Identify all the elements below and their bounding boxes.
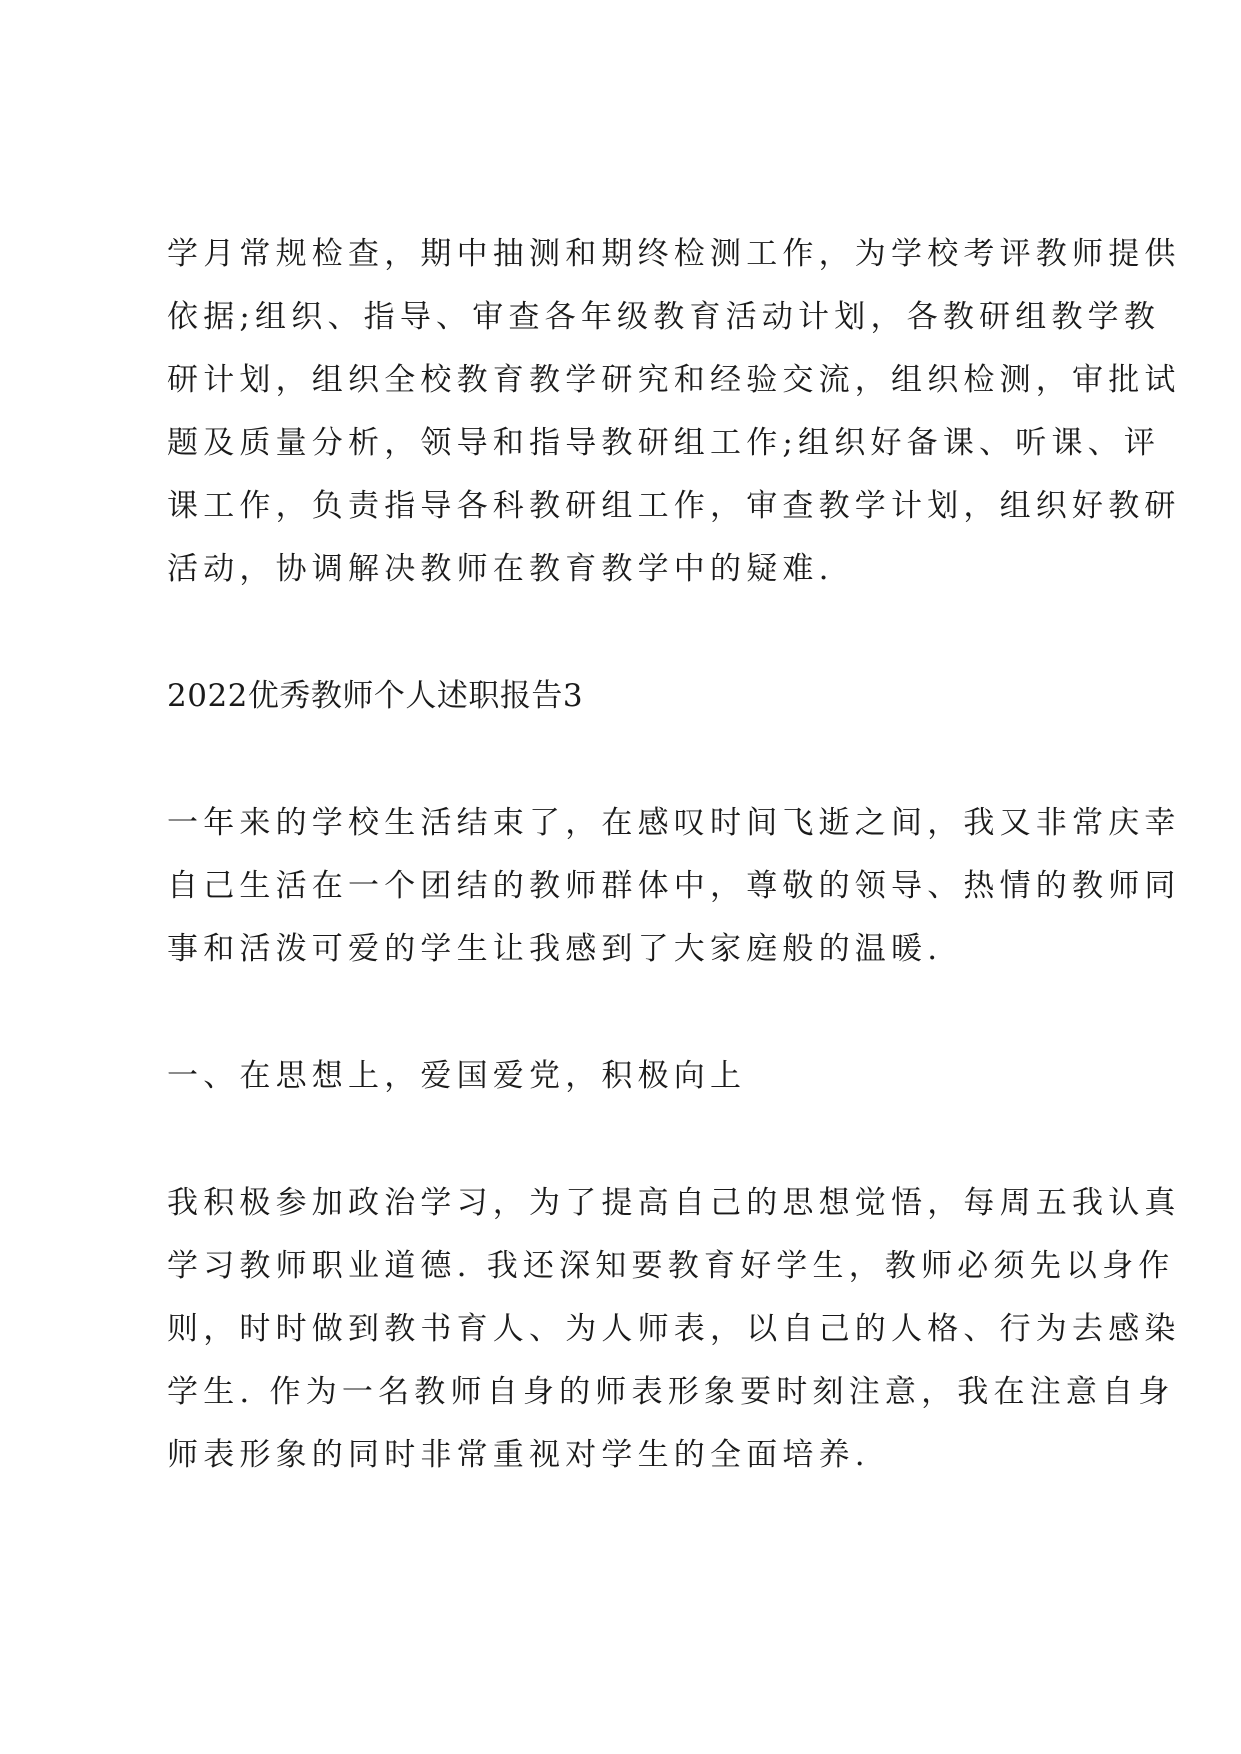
text-line: 我积极参加政治学习，为了提高自己的思想觉悟，每周五我认真 (167, 1185, 1181, 1221)
text-line: 课工作，负责指导各科教研组工作，审查教学计划，组织好教研 (167, 488, 1181, 524)
text-line: 学月常规检查，期中抽测和期终检测工作，为学校考评教师提供 (167, 236, 1181, 272)
text-line: 学习教师职业道德. 我还深知要教育好学生，教师必须先以身作 (167, 1248, 1175, 1284)
text-line: 研计划，组织全校教育教学研究和经验交流，组织检测，审批试 (167, 362, 1181, 398)
heading-line: 2022优秀教师个人述职报告3 (167, 678, 584, 714)
section-heading-ideology (167, 1045, 1097, 1108)
section-title-report-3 (167, 665, 1097, 728)
text-line: 自己生活在一个团结的教师群体中，尊敬的领导、热情的教师同 (167, 868, 1181, 904)
paragraph-intro (167, 792, 1181, 981)
text-line: 则，时时做到教书育人、为人师表，以自己的人格、行为去感染 (167, 1311, 1181, 1347)
text-line: 事和活泼可爱的学生让我感到了大家庭般的温暖. (167, 931, 943, 967)
text-line: 活动，协调解决教师在教育教学中的疑难. (167, 551, 834, 587)
paragraph-ideology (167, 1172, 1181, 1487)
text-line: 学生. 作为一名教师自身的师表形象要时刻注意，我在注意自身 (167, 1374, 1175, 1410)
text-line: 题及质量分析，领导和指导教研组工作;组织好备课、听课、评 (167, 425, 1161, 461)
text-line: 依据;组织、指导、审查各年级教育活动计划，各教研组教学教 (167, 299, 1161, 335)
text-line: 一年来的学校生活结束了，在感叹时间飞逝之间，我又非常庆幸 (167, 805, 1181, 841)
document-body (167, 223, 1181, 1487)
heading-line: 一、在思想上，爱国爱党，积极向上 (167, 1058, 747, 1094)
text-line: 师表形象的同时非常重视对学生的全面培养. (167, 1437, 870, 1473)
paragraph-duties (167, 223, 1181, 601)
